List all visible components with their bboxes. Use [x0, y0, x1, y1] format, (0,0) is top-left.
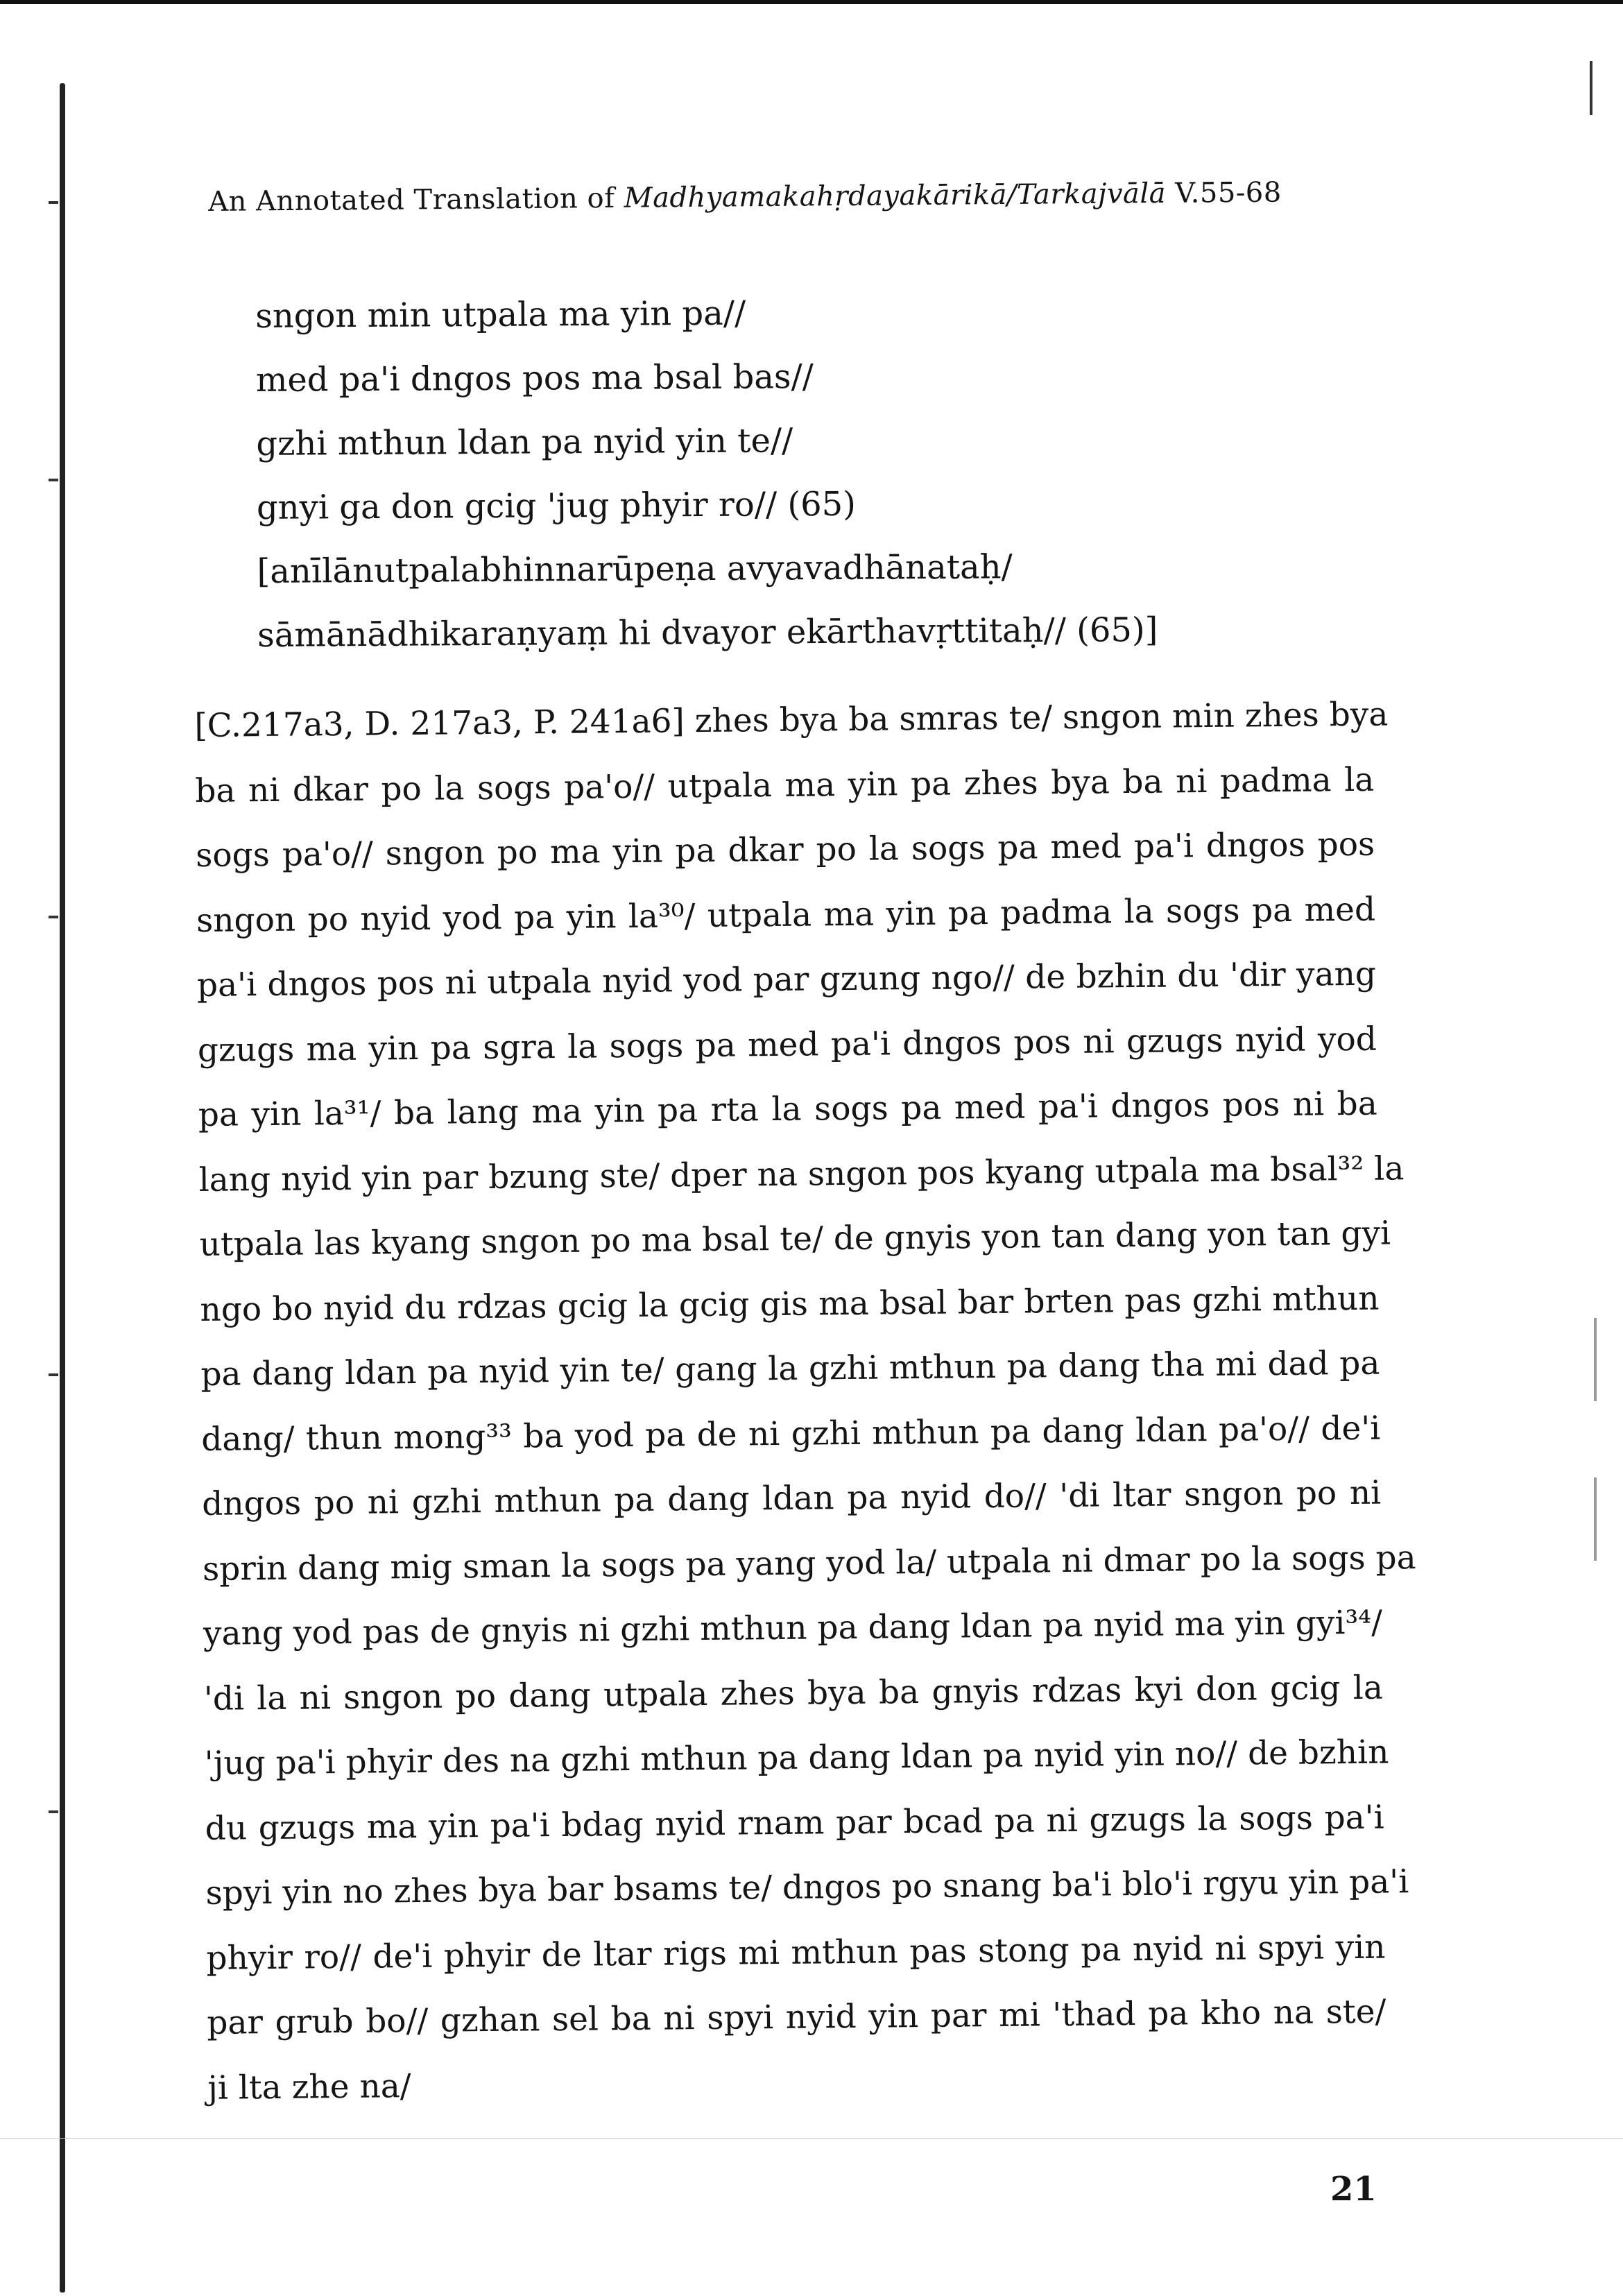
prose-line: gzugs ma yin pa sgra la sogs pa med pa'i dngos pos ni gzugs nyid yod — [197, 1020, 1377, 1070]
verse-line: sāmānādhikaraṇyaṃ hi dvayor ekārthavṛttitaḥ// (65)] — [257, 610, 1158, 655]
prose-line: spyi yin no zhes bya bar bsams te/ dngos po snang ba'i blo'i rgyu yin pa'i — [205, 1862, 1409, 1912]
binding-mark — [49, 479, 58, 481]
verse-block — [255, 277, 1367, 667]
prose-line: pa yin la³¹/ ba lang ma yin pa rta la sogs pa med pa'i dngos pos ni ba — [198, 1084, 1378, 1134]
prose-line: utpala las kyang sngon po ma bsal te/ de gnyis yon tan dang yon tan gyi — [199, 1214, 1391, 1264]
prose-line: dngos po ni gzhi mthun pa dang ldan pa nyid do// 'di ltar sngon po ni — [201, 1473, 1382, 1523]
verse-line: med pa'i dngos pos ma bsal bas// — [255, 357, 814, 400]
binding-mark — [49, 1810, 58, 1813]
running-header — [208, 175, 1422, 218]
prose-line: du gzugs ma yin pa'i bdag nyid rnam par bcad pa ni gzugs la sogs pa'i — [205, 1798, 1384, 1848]
prose-line: ngo bo nyid du rdzas gcig la gcig gis ma bsal bar brten pas gzhi mthun — [200, 1279, 1380, 1329]
prose-line: sogs pa'o// sngon po ma yin pa dkar po la sogs pa med pa'i dngos pos — [195, 825, 1375, 875]
top-edge-rule — [0, 0, 1623, 4]
binding-edge — [60, 83, 65, 2293]
header-title: Madhyamakahṛdayakārikā/Tarkajvālā — [624, 177, 1167, 214]
scan-line — [0, 2138, 1623, 2139]
prose-line: yang yod pas de gnyis ni gzhi mthun pa dang ldan pa nyid ma yin gyi³⁴/ — [203, 1603, 1383, 1653]
prose-line: pa dang ldan pa nyid yin te/ gang la gzhi mthun pa dang tha mi dad pa — [200, 1344, 1380, 1394]
prose-line: ba ni dkar po la sogs pa'o// utpala ma yin pa zhes bya ba ni padma la — [195, 760, 1375, 810]
right-edge-dash — [1594, 1318, 1597, 1401]
prose-line: sprin dang mig sman la sogs pa yang yod la/ utpala ni dmar po la sogs pa — [202, 1538, 1416, 1588]
header-prefix: An Annotated Translation of — [208, 182, 615, 218]
prose-line: phyir ro// de'i phyir de ltar rigs mi mthun pas stong pa nyid ni spyi yin — [206, 1928, 1386, 1978]
header-section: V.55-68 — [1175, 176, 1282, 209]
prose-line: sngon po nyid yod pa yin la³⁰/ utpala ma yin pa padma la sogs pa med — [196, 890, 1376, 940]
prose-line: [C.217a3, D. 217a3, P. 241a6] zhes bya ba smras te/ sngon min zhes bya — [194, 695, 1389, 745]
binding-mark — [49, 916, 58, 918]
binding-mark — [49, 1373, 58, 1376]
prose-line: par grub bo// gzhan sel ba ni spyi nyid yin par mi 'thad pa kho na ste/ — [207, 1992, 1386, 2042]
right-edge-mark — [1590, 61, 1592, 115]
verse-line: sngon min utpala ma yin pa// — [255, 293, 746, 336]
verse-line: gzhi mthun ldan pa nyid yin te// — [256, 421, 793, 463]
prose-line: pa'i dngos pos ni utpala nyid yod par gzung ngo// de bzhin du 'dir yang — [196, 954, 1377, 1004]
prose-line: lang nyid yin par bzung ste/ dper na sngon pos kyang utpala ma bsal³² la — [198, 1149, 1405, 1199]
prose-line: 'di la ni sngon po dang utpala zhes bya ba gnyis rdzas kyi don gcig la — [203, 1668, 1384, 1718]
verse-line: [anīlānutpalabhinnarūpeṇa avyavadhānataḥ/ — [257, 547, 1013, 591]
right-edge-dash — [1594, 1477, 1597, 1561]
commentary-paragraph — [194, 683, 1416, 2121]
page-number: 21 — [1330, 2170, 1377, 2209]
prose-line: ji lta zhe na/ — [207, 2066, 411, 2107]
binding-mark — [49, 201, 58, 204]
verse-line: gnyi ga don gcig 'jug phyir ro// (65) — [256, 484, 857, 527]
prose-line: 'jug pa'i phyir des na gzhi mthun pa dang ldan pa nyid yin no// de bzhin — [204, 1733, 1389, 1783]
prose-line: dang/ thun mong³³ ba yod pa de ni gzhi mthun pa dang ldan pa'o// de'i — [201, 1409, 1381, 1459]
